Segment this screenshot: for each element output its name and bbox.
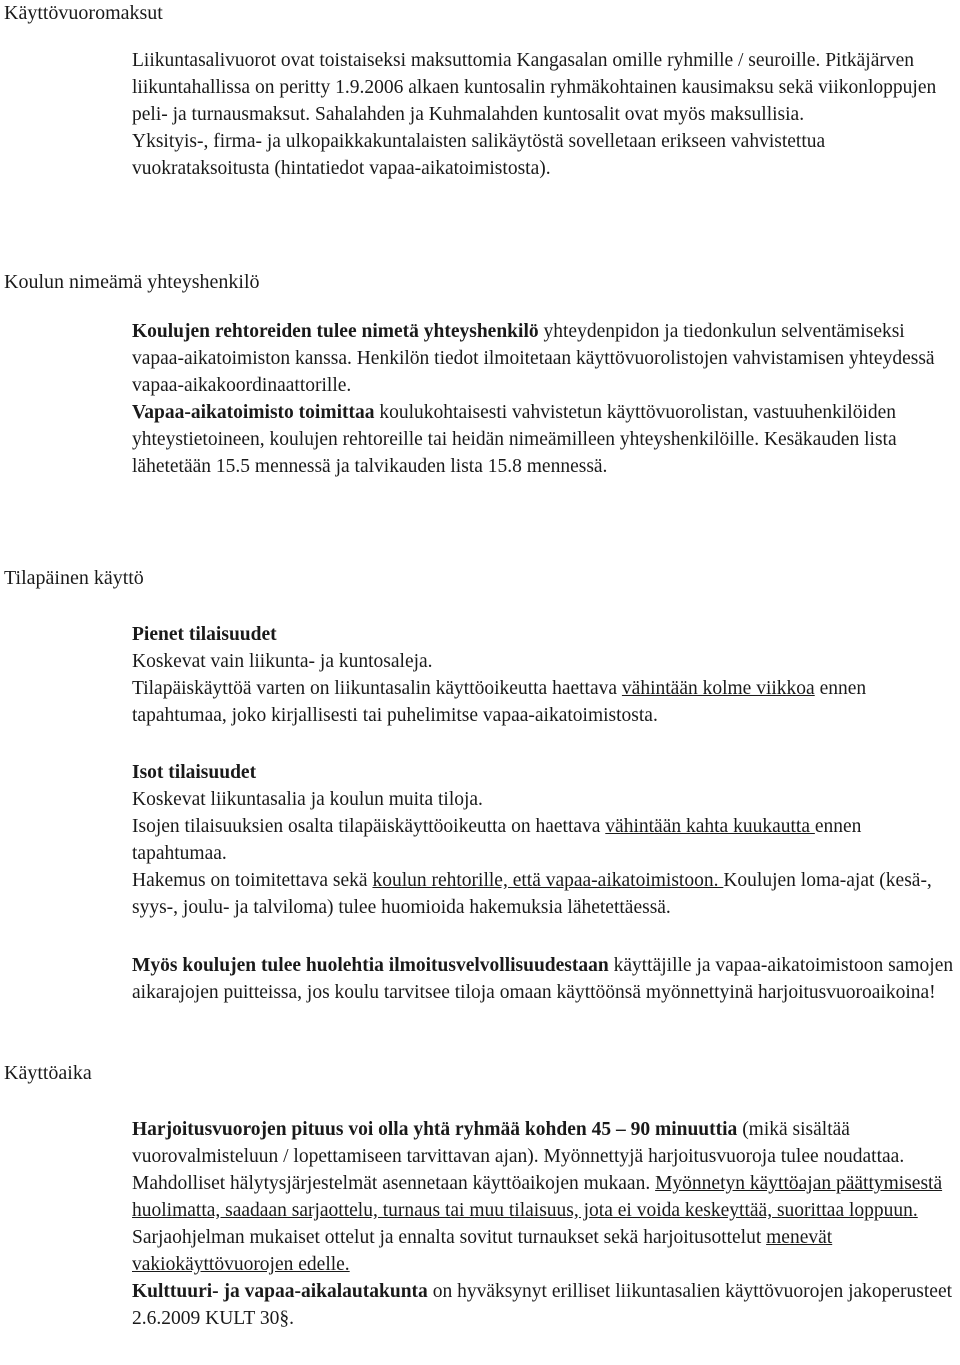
ilmoitusvelvollisuus-paragraph	[132, 952, 958, 1006]
ilmoitusvelvollisuus-body	[132, 952, 958, 1006]
pienet-p2-text-b: ennen tapahtumaa, joko kirjallisesti tai puhelimitse vapaa-aikatoimistosta.	[132, 678, 867, 726]
section-heading-kayttovuoromaksut: Käyttövuoromaksut	[4, 2, 163, 24]
section-heading-kayttoaika: Käyttöaika	[4, 1062, 92, 1084]
pienet-p2-text-a: Tilapäiskäyttöä varten on liikuntasalin käyttöoikeutta haettava	[132, 678, 622, 699]
isot-p2-underlined: vähintään kahta kuukautta	[605, 816, 815, 837]
kayttovuoromaksut-paragraph-2: Yksityis-, firma- ja ulkopaikkakuntalaisten salikäytöstä sovelletaan erikseen vahvistettua vuokrataksoitusta (hintatiedot vapaa-aikatoimistosta).	[132, 131, 826, 179]
yhteyshenkilo-p1-bold: Koulujen rehtoreiden tulee nimetä yhteyshenkilö	[132, 321, 539, 342]
pienet-line-1: Koskevat vain liikunta- ja kuntosaleja.	[132, 651, 433, 672]
isot-paragraph-2	[132, 813, 958, 867]
pienet-tilaisuudet-body	[132, 621, 958, 729]
kult-bold: Kulttuuri- ja vapaa-aikalautakunta	[132, 1281, 428, 1302]
isot-paragraph-3	[132, 867, 958, 921]
isot-tilaisuudet-title	[132, 759, 958, 786]
kayttoaika-paragraph-2	[132, 1278, 958, 1332]
isot-line-1: Koskevat liikuntasalia ja koulun muita tiloja.	[132, 789, 483, 810]
isot-p3-text-b: Koulujen loma-ajat (kesä-, syys-, joulu- ja talviloma) tulee huomioida hakemuksia lähetettäessä.	[132, 870, 932, 918]
ilmoitus-bold: Myös koulujen tulee huolehtia ilmoitusvelvollisuudestaan	[132, 955, 609, 976]
kayttovuoromaksut-paragraph-1: Liikuntasalivuorot ovat toistaiseksi maksuttomia Kangasalan omille ryhmille / seuroille. Pitkäjärven liikuntahallissa on peritty 1.9.2006 alkaen kuntosalin ryhmäkohtainen kausimaksu sekä viikonloppujen peli- ja turnausmaksut. Sahalahden ja Kuhmalahden kuntosalit ovat myös maksullisia.	[132, 50, 937, 125]
kayttoaika-text-a: (mikä sisältää vuorovalmisteluun / lopettamiseen tarvittavan ajan). Myönnettyjä harjoitusvuoroja tulee noudattaa. Mahdolliset hälytysjärjestelmät asennetaan käyttöaikojen mukaan.	[132, 1119, 905, 1194]
kayttoaika-underlined-2: menevät vakiokäyttövuorojen edelle.	[132, 1227, 833, 1275]
kult-text: on hyväksynyt erilliset liikuntasalien käyttövuorojen jakoperusteet 2.6.2009 KULT 30§.	[132, 1281, 953, 1329]
pienet-p2-underlined: vähintään kolme viikkoa	[621, 678, 815, 699]
yhteyshenkilo-paragraph-1	[132, 318, 958, 399]
yhteyshenkilo-paragraph-2	[132, 399, 958, 480]
yhteyshenkilo-p2-bold: Vapaa-aikatoimisto toimittaa	[132, 402, 375, 423]
ilmoitus-text: käyttäjille ja vapaa-aikatoimistoon samojen aikarajojen puitteissa, jos koulu tarvitsee tiloja omaan käyttöönsä myönnettyinä harjoitusvuoroaikoina!	[132, 955, 954, 1003]
pienet-title-bold: Pienet tilaisuudet	[132, 624, 277, 645]
kayttoaika-paragraph-1	[132, 1116, 958, 1278]
isot-p3-text-a: Hakemus on toimitettava sekä	[132, 870, 373, 891]
isot-title-bold: Isot tilaisuudet	[132, 762, 257, 783]
section-heading-yhteyshenkilo: Koulun nimeämä yhteyshenkilö	[4, 271, 260, 293]
yhteyshenkilo-body	[132, 318, 958, 480]
section-heading-tilapainen: Tilapäinen käyttö	[4, 567, 144, 589]
kayttovuoromaksut-body	[132, 47, 958, 182]
kayttoaika-bold: Harjoitusvuorojen pituus voi olla yhtä ryhmää kohden 45 – 90 minuuttia	[132, 1119, 738, 1140]
yhteyshenkilo-p1-text: yhteydenpidon ja tiedonkulun selventämiseksi vapaa-aikatoimiston kanssa. Henkilön tiedot ilmoitetaan käyttövuorolistojen vahvistamisen yhteydessä vapaa-aikakoordinaattorille.	[132, 321, 935, 396]
pienet-paragraph-2	[132, 675, 958, 729]
kayttoaika-underlined-1: Myönnetyn käyttöajan päättymisestä huolimatta, saadaan sarjaottelu, turnaus tai muu tilaisuus, jota ei voida keskeyttää, suorittaa loppuun.	[132, 1173, 943, 1221]
isot-p2-text-b: ennen tapahtumaa.	[132, 816, 862, 864]
isot-tilaisuudet-body	[132, 759, 958, 921]
isot-p3-underlined: koulun rehtorille, että vapaa-aikatoimistoon.	[372, 870, 724, 891]
pienet-tilaisuudet-title	[132, 621, 958, 648]
isot-p2-text-a: Isojen tilaisuuksien osalta tilapäiskäyttöoikeutta on haettava	[132, 816, 606, 837]
kayttoaika-body	[132, 1116, 958, 1332]
yhteyshenkilo-p2-text: koulukohtaisesti vahvistetun käyttövuorolistan, vastuuhenkilöiden yhteystietoineen, koulujen rehtoreille tai heidän nimeämilleen yhteyshenkilöille. Kesäkauden lista lähetetään 15.5 mennessä ja talvikauden lista 15.8 mennessä.	[132, 402, 897, 477]
kayttoaika-text-b: Sarjaohjelman mukaiset ottelut ja ennalta sovitut turnaukset sekä harjoitusottelut	[132, 1227, 767, 1248]
